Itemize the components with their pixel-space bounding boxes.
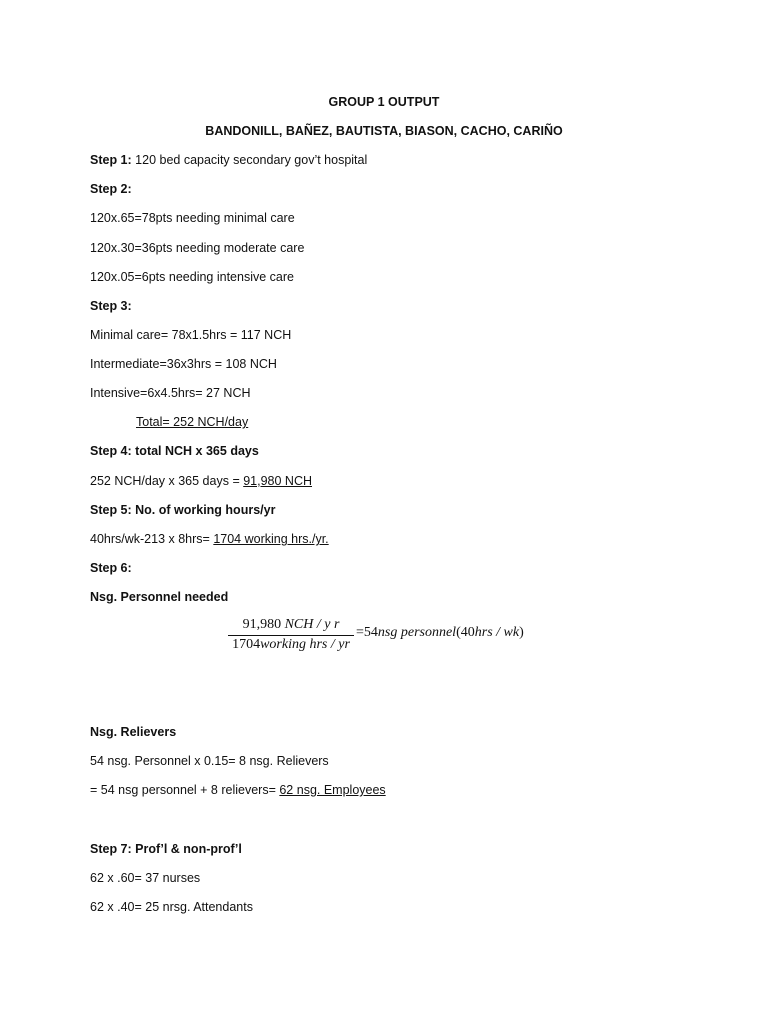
step3-total: Total= 252 NCH/day: [136, 415, 249, 429]
step3-line-intensive: Intensive=6x4.5hrs= 27 NCH: [90, 386, 251, 400]
formula-numerator: [228, 617, 354, 633]
step4-label: Step 4: total NCH x 365 days: [90, 444, 259, 458]
step1-line: [90, 152, 367, 168]
paren-close: ): [519, 625, 524, 640]
step4-calc: 252 NCH/day x 365 days =: [90, 474, 244, 488]
step3-label: Step 3:: [90, 299, 132, 313]
result-value: 54: [363, 625, 378, 640]
step5-calc-line: [90, 531, 329, 547]
relievers-result: 62 nsg. Employees: [279, 783, 386, 797]
step2-line-intensive: 120x.05=6pts needing intensive care: [90, 270, 294, 284]
step7-line-attendants: 62 x .40= 25 nrsg. Attendants: [90, 900, 253, 914]
step5-calc: 40hrs/wk-213 x 8hrs=: [90, 532, 214, 546]
relievers-calc: = 54 nsg personnel + 8 relievers=: [90, 783, 280, 797]
fraction-bar: [228, 635, 354, 636]
step1-label: Step 1:: [90, 153, 132, 167]
result-unit: nsg personnel: [377, 625, 457, 640]
relievers-line1: 54 nsg. Personnel x 0.15= 8 nsg. Relievers: [90, 754, 329, 768]
document-title: GROUP 1 OUTPUT: [328, 95, 440, 109]
relievers-label: Nsg. Relievers: [90, 725, 177, 739]
step4-calc-line: [90, 473, 312, 489]
step5-result: 1704 working hrs./yr.: [213, 532, 329, 546]
step2-line-moderate: 120x.30=36pts needing moderate care: [90, 241, 305, 255]
paren-value: 40: [460, 625, 475, 640]
relievers-line2: [90, 782, 386, 798]
step5-label: Step 5: No. of working hours/yr: [90, 503, 276, 517]
denominator-value: 1704: [232, 637, 261, 652]
denominator-unit: working hrs / yr: [260, 637, 350, 652]
paren-open: (: [456, 625, 461, 640]
step6-label: Step 6:: [90, 561, 132, 575]
group-members: BANDONILL, BAÑEZ, BAUTISTA, BIASON, CACHO, CARIÑO: [205, 124, 563, 138]
step2-line-minimal: 120x.65=78pts needing minimal care: [90, 211, 295, 225]
step7-label: Step 7: Prof’l & non-prof’l: [90, 842, 242, 856]
formula-equals: =: [356, 625, 364, 640]
numerator-value: 91,980: [242, 617, 282, 632]
step4-result: 91,980 NCH: [243, 474, 313, 488]
paren-unit: hrs / wk: [474, 625, 520, 640]
step2-label: Step 2:: [90, 182, 132, 196]
formula-denominator: [228, 637, 354, 653]
step3-line-minimal: Minimal care= 78x1.5hrs = 117 NCH: [90, 328, 292, 342]
step1-text: 120 bed capacity secondary gov’t hospital: [131, 153, 368, 167]
step6-sublabel: Nsg. Personnel needed: [90, 590, 229, 604]
formula-result: [356, 625, 524, 641]
step7-line-nurses: 62 x .60= 37 nurses: [90, 871, 201, 885]
step3-line-intermediate: Intermediate=36x3hrs = 108 NCH: [90, 357, 277, 371]
numerator-unit: NCH / y r: [284, 617, 340, 632]
